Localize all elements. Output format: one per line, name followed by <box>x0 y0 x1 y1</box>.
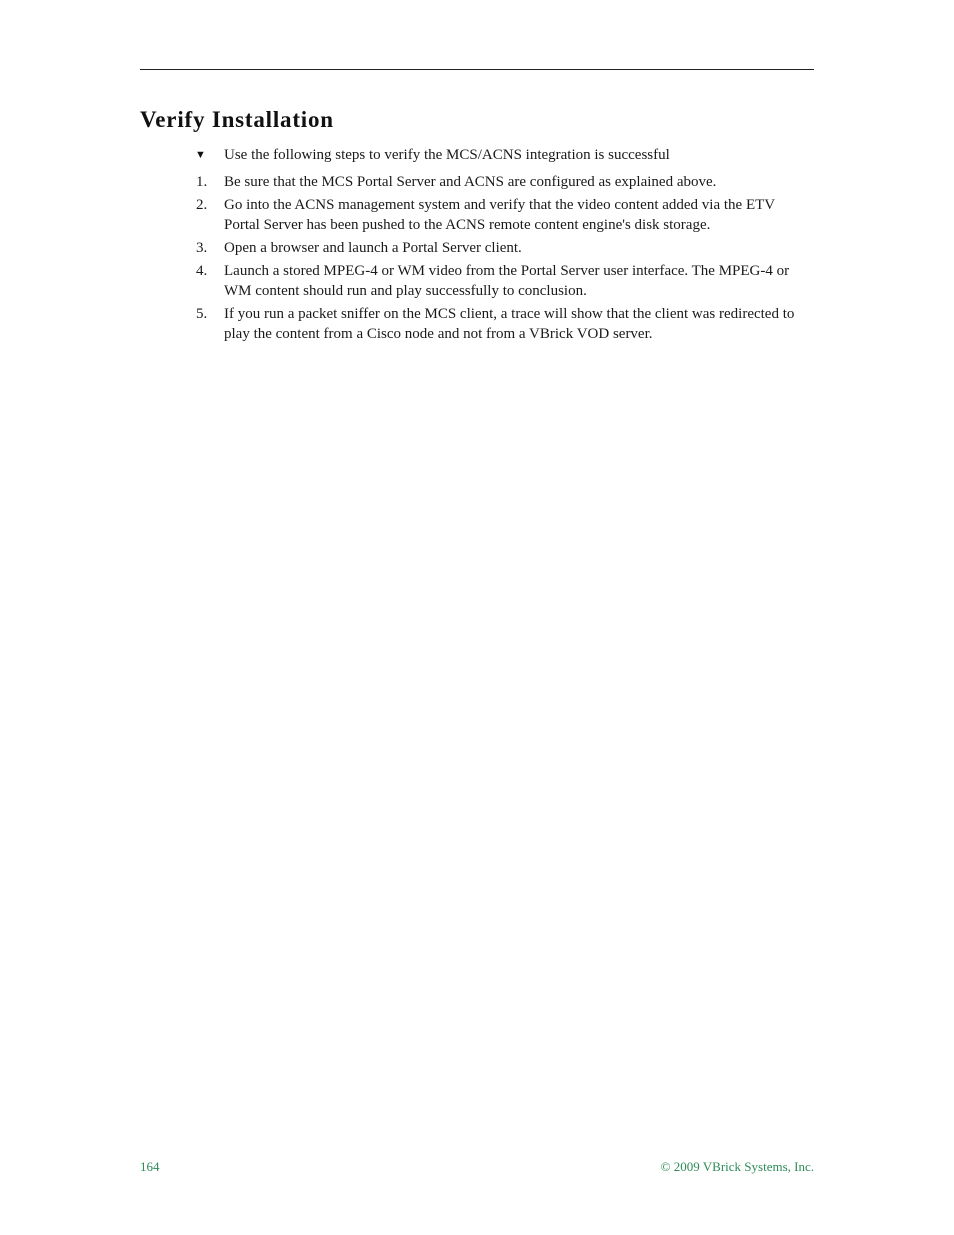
step-number: 5. <box>196 306 208 322</box>
copyright-notice: © 2009 VBrick Systems, Inc. <box>660 1159 814 1174</box>
step-item <box>140 172 814 192</box>
triangle-bullet-icon: ▼ <box>195 149 206 161</box>
step-text: Launch a stored MPEG-4 or WM video from the Portal Server user interface. The MPEG-4 or WM content should run and play successfully to conclusion. <box>224 263 790 299</box>
step-item <box>140 261 814 301</box>
steps-list <box>140 172 814 347</box>
step-text: Be sure that the MCS Portal Server and ACNS are configured as explained above. <box>224 174 717 190</box>
step-text: Go into the ACNS management system and verify that the video content added via the ETV Portal Server has been pushed to the ACNS remote content engine's disk storage. <box>224 197 775 233</box>
header-rule <box>140 69 814 70</box>
step-text: If you run a packet sniffer on the MCS client, a trace will show that the client was redirected to play the content from a Cisco node and not from a VBrick VOD server. <box>224 306 795 342</box>
page-number: 164 <box>140 1159 160 1174</box>
step-item <box>140 195 814 235</box>
step-number: 4. <box>196 263 208 279</box>
step-item <box>140 304 814 344</box>
step-number: 2. <box>196 197 208 213</box>
step-item <box>140 238 814 258</box>
step-number: 3. <box>196 240 208 256</box>
intro-text: Use the following steps to verify the MCS/ACNS integration is successful <box>224 147 670 163</box>
step-text: Open a browser and launch a Portal Server client. <box>224 240 522 256</box>
section-title: Verify Installation <box>140 107 334 132</box>
step-number: 1. <box>196 174 208 190</box>
